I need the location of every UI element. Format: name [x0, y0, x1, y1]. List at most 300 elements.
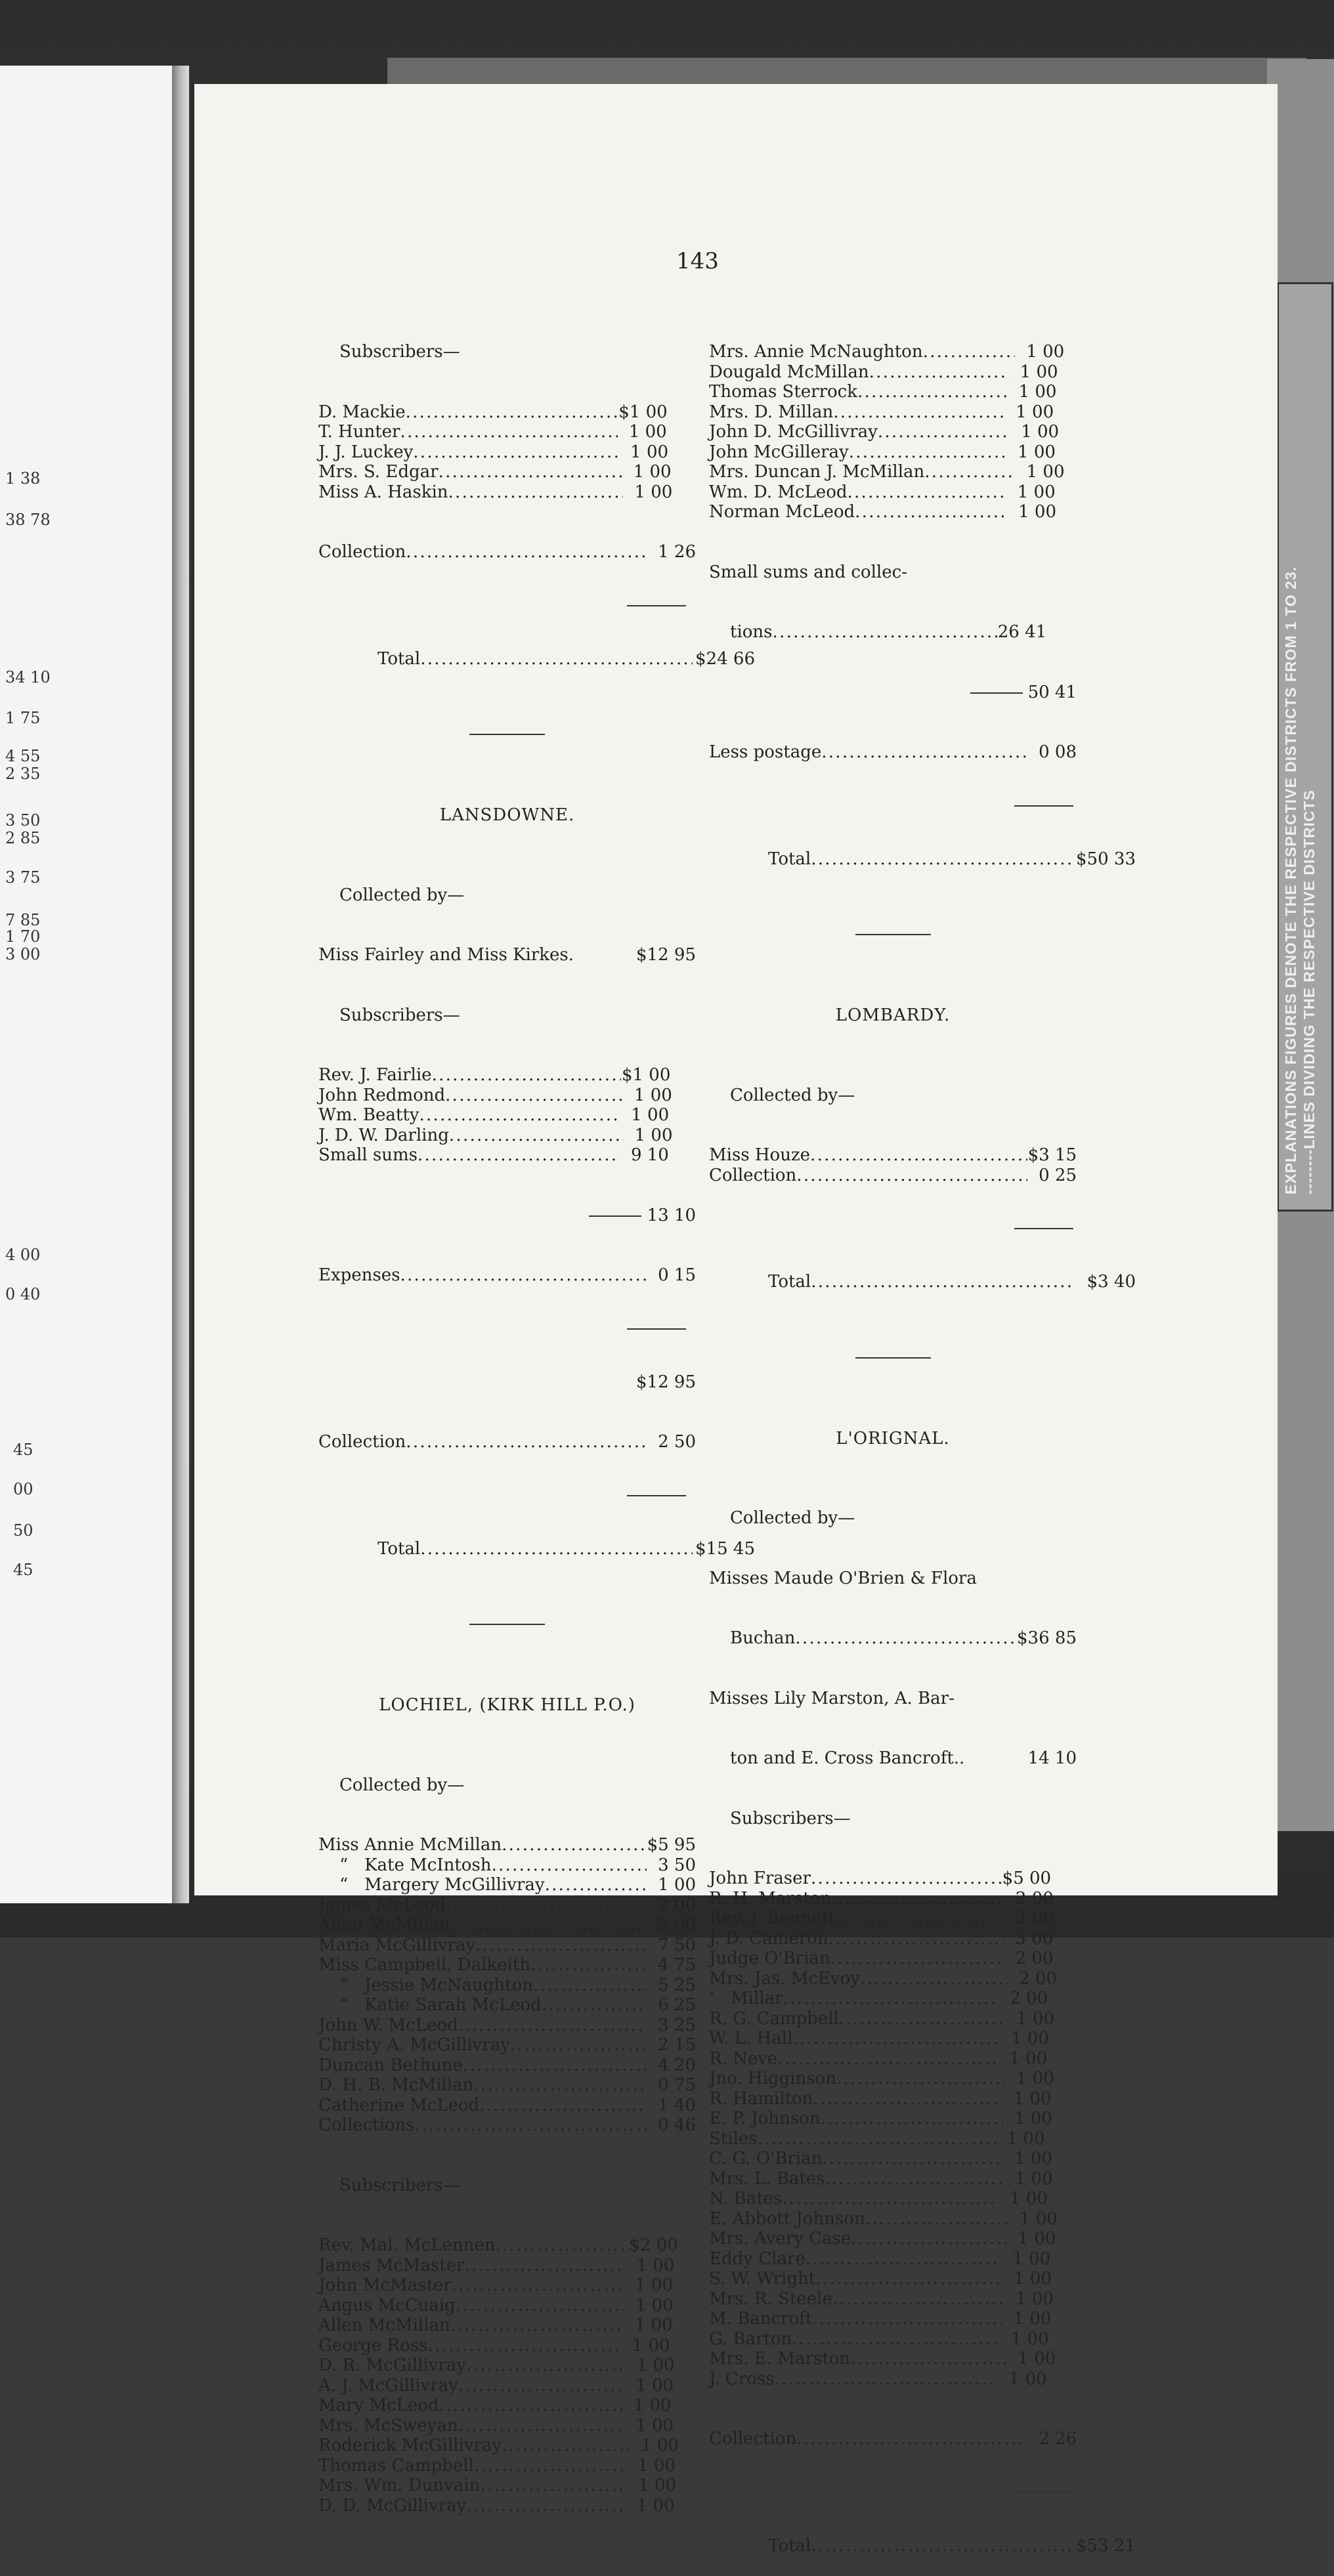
entry-label: Wm. Beatty [318, 1105, 420, 1125]
left-page-fragment: 00 [13, 1480, 33, 1498]
entry-amount: 1 00 [1013, 2309, 1052, 2329]
subscribers-heading: Subscribers— [339, 2175, 460, 2195]
entry-label: D. Mackie [318, 402, 406, 422]
left-page-fragment: 3 75 [5, 868, 41, 887]
list-item [709, 2269, 1077, 2289]
entry-label: Less postage [709, 742, 822, 762]
entry-amount: $3 15 [1027, 1145, 1077, 1165]
entry-amount: $1 00 [618, 402, 668, 422]
list-item [318, 2396, 696, 2416]
total-label: Total [377, 1538, 421, 1559]
entry-label: Miss Houze [709, 1145, 811, 1165]
list-item [709, 2329, 1077, 2350]
entry-amount: 1 00 [628, 422, 667, 442]
entry-label: N. Bates [709, 2189, 783, 2208]
entry-label: R. H. Marston [709, 1888, 832, 1909]
list-item [318, 1065, 696, 1086]
entry-amount: 1 00 [631, 1105, 670, 1125]
total-amount: $53 21 [1076, 2535, 1136, 2556]
entry-amount: 1 00 [635, 2375, 674, 2396]
entry-amount: 1 00 [1021, 422, 1060, 442]
entry-amount: 2 50 [658, 1432, 696, 1452]
entry-amount: 1 00 [1013, 2088, 1052, 2109]
list-item [318, 2096, 696, 2116]
entry-label: Mrs. D. Millan [709, 402, 834, 422]
list-item [318, 1935, 696, 1956]
entry-amount: 1 00 [1018, 502, 1056, 522]
list-item [318, 1975, 696, 1996]
entry-amount: 1 00 [1006, 2128, 1045, 2149]
left-page-fragment: 3 50 [5, 811, 41, 830]
list-item [709, 1969, 1077, 1989]
list-item [318, 1105, 696, 1126]
left-page-fragment: 7 85 [5, 911, 41, 929]
entry-amount: $2 00 [629, 2235, 678, 2255]
entry-label: Mrs. E. Marston [709, 2349, 851, 2369]
list-item [709, 2309, 1077, 2329]
list-item [709, 2169, 1077, 2189]
entry-amount: 2 26 [1039, 2429, 1077, 2449]
entry-amount: 14 10 [1027, 1748, 1077, 1768]
list-item [709, 502, 1077, 522]
entry-amount: 7 50 [658, 1935, 696, 1955]
entry-label: W. L. Hall [709, 2029, 793, 2048]
entry-amount: 1 00 [630, 442, 669, 462]
entry-label: ton and E. Cross Bancroft.. [730, 1748, 965, 1768]
entry-label: James McLeod [318, 1895, 446, 1915]
entry-amount: 1 00 [1018, 2229, 1056, 2249]
list-item [318, 2075, 696, 2096]
left-page-fragment: 34 10 [5, 668, 51, 686]
entry-label: S. W. Wright [709, 2269, 816, 2289]
entry-label: John Redmond [318, 1085, 446, 1105]
list-item [709, 2049, 1077, 2069]
entry-label: Catherine McLeod [318, 2095, 480, 2115]
entry-label: Mrs. L. Bates [709, 2168, 825, 2189]
subtotal-amount: 13 10 [647, 1205, 696, 1225]
section-divider [855, 934, 931, 935]
entry-label: T. Hunter [318, 422, 400, 442]
left-page-fragment: 1 70 [5, 927, 41, 946]
list-item [318, 2376, 696, 2396]
entry-amount: 1 00 [632, 2335, 670, 2355]
list-item [709, 1889, 1077, 1909]
subtotal-row [709, 683, 1077, 703]
list-item [318, 2336, 696, 2356]
collected-by-heading: Collected by— [730, 1085, 855, 1105]
list-item [318, 2016, 696, 2036]
total-amount: $3 40 [1087, 1272, 1136, 1292]
entry-label: Christy A. McGillivray [318, 2035, 510, 2055]
entry-amount: 6 25 [658, 1995, 696, 2015]
entry-amount: 4 75 [658, 1955, 696, 1975]
entry-label: ‘ Millar [709, 1989, 783, 2008]
section-heading: LOCHIEL, (KIRK HILL P.O.) [379, 1695, 635, 1715]
entry-amount: 2 15 [658, 2035, 696, 2055]
entry-amount: 1 00 [634, 1125, 673, 1145]
entry-label: R. Neve [709, 2048, 778, 2069]
list-item [709, 442, 1077, 463]
entry-amount: 1 00 [1012, 2249, 1051, 2269]
list-item [709, 2229, 1077, 2249]
entry-amount: 0 08 [1039, 742, 1077, 762]
list-item [318, 2275, 696, 2296]
entry-amount: 1 00 [634, 1085, 672, 1105]
list-item [709, 2189, 1077, 2209]
entry-label: “ Margery McGillivray [339, 1875, 545, 1895]
list-item [709, 1166, 1077, 1186]
entry-amount: 1 00 [1018, 382, 1057, 402]
entry-amount: 0 75 [658, 2075, 696, 2095]
list-item [318, 2456, 696, 2476]
total-amount: $24 66 [695, 648, 755, 669]
entry-amount: 5 25 [658, 1975, 696, 1995]
list-item [709, 1989, 1077, 2009]
entry-amount: 1 00 [636, 2255, 675, 2275]
entry-label: Collection [318, 542, 406, 562]
list-item [709, 362, 1077, 383]
entry-label: John Fraser [709, 1869, 811, 1888]
left-page-fragment: 38 78 [5, 511, 51, 529]
entry-label: Miss Annie McMillan [318, 1835, 502, 1855]
list-item [318, 1995, 696, 2016]
list-item [318, 2436, 696, 2456]
entry-label: C. G. O'Brian [709, 2149, 823, 2168]
list-item [709, 1909, 1077, 1929]
collector-line: Misses Maude O'Brien & Flora [709, 1568, 977, 1588]
subscribers-heading: Subscribers— [339, 1005, 460, 1025]
list-item [318, 2235, 696, 2256]
entry-label: Thomas Campbell [318, 2455, 474, 2476]
entry-amount: 0 46 [658, 2115, 696, 2135]
entry-amount: 1 00 [1026, 462, 1065, 482]
list-item [318, 2476, 696, 2496]
collector-line: Misses Lily Marston, A. Bar- [709, 1688, 955, 1708]
entry-amount: 1 00 [1014, 2168, 1053, 2189]
section-heading: L'ORIGNAL. [836, 1428, 950, 1448]
entry-amount: 1 00 [634, 2315, 673, 2335]
entry-amount: 2 00 [658, 1915, 696, 1935]
list-item [318, 1895, 696, 1916]
entry-label: G. Barton [709, 2329, 792, 2349]
section-heading: LOMBARDY. [835, 1005, 951, 1025]
list-item [709, 2249, 1077, 2270]
list-item [318, 462, 696, 482]
subscriber-list [318, 402, 696, 503]
entry-amount: 1 26 [658, 542, 696, 562]
entry-amount: 1 00 [1016, 2069, 1054, 2088]
list-item [709, 2149, 1077, 2169]
entry-label: George Ross [318, 2335, 428, 2355]
entry-label: John McMaster [318, 2275, 452, 2295]
left-page-fragment: 1 38 [5, 469, 41, 488]
left-page-fragment: 4 55 [5, 747, 41, 765]
left-page-fragment: 1 75 [5, 709, 41, 727]
entry-amount: 1 00 [638, 2476, 677, 2495]
entry-label: Mrs. Duncan J. McMillan [709, 462, 925, 482]
list-item [318, 1855, 696, 1876]
entry-label: D. D. McGillivray [318, 2495, 467, 2516]
list-item [318, 1126, 696, 1146]
list-item [318, 2355, 696, 2376]
left-page-fragment: 4 00 [5, 1246, 41, 1264]
entry-label: D. H. B. McMillan [318, 2075, 474, 2095]
collector-row [709, 1748, 1077, 1769]
entry-label: Rev. J. Fairlie [318, 1065, 432, 1085]
list-item [709, 422, 1077, 442]
entry-label: tions [730, 622, 773, 642]
list-item [709, 2089, 1077, 2109]
list-item [318, 2416, 696, 2436]
list-item [709, 482, 1077, 503]
entry-amount: 1 00 [634, 482, 673, 502]
entry-amount: 1 00 [636, 2495, 675, 2516]
entry-amount: 1 00 [1019, 2208, 1058, 2229]
entry-label: A. J. McGillivray [318, 2375, 458, 2396]
small-sums-row [709, 622, 1077, 643]
entry-label: Miss Fairley and Miss Kirkes. [318, 945, 574, 965]
left-page-fragment: 50 [13, 1521, 33, 1540]
entry-label: Expenses [318, 1265, 400, 1285]
entry-label: J. D. W. Darling [318, 1125, 449, 1145]
entry-label: M. Bancroft [709, 2309, 813, 2329]
entry-label: Mrs. Wm. Dunvain [318, 2476, 481, 2495]
list-item [709, 462, 1077, 482]
entry-label: Roderick McGillivray [318, 2436, 502, 2455]
entry-amount: $12 95 [636, 945, 696, 965]
list-item [318, 482, 696, 503]
entry-label: J. Cross [709, 2369, 775, 2389]
list-item [318, 2115, 696, 2136]
left-page-fragment: 2 35 [5, 765, 41, 783]
collection-row [318, 542, 696, 562]
list-item [318, 1875, 696, 1895]
postage-row [709, 742, 1077, 763]
entry-amount: 2 00 [1010, 1989, 1048, 2008]
subscribers-heading: Subscribers— [339, 342, 460, 362]
collection-row [318, 1432, 696, 1452]
subscriber-list [709, 342, 1077, 522]
list-item [709, 2029, 1077, 2049]
entry-amount: 1 40 [658, 2095, 696, 2115]
entry-label: E. Abbott Johnson [709, 2208, 865, 2229]
entry-label: Dougald McMillan [709, 362, 869, 382]
entry-label: Duncan Bethune [318, 2055, 463, 2075]
list-item [318, 1955, 696, 1975]
entry-amount: 0 25 [1039, 1165, 1077, 1185]
entry-amount: 4 20 [658, 2055, 696, 2075]
entry-label: D. R. McGillivray [318, 2355, 467, 2375]
left-page-fragment: 2 85 [5, 829, 41, 847]
total-label: Total [768, 849, 811, 869]
entry-amount: 1 00 [636, 2355, 675, 2375]
left-page-fragment: 3 00 [5, 945, 41, 963]
entry-amount: 1 00 [1018, 2349, 1056, 2369]
list-item [318, 2035, 696, 2056]
entry-label: John W. McLeod [318, 2015, 458, 2035]
entry-label: Mrs. Annie McNaughton [709, 342, 923, 362]
list-item [318, 2496, 696, 2516]
list-item [709, 2129, 1077, 2149]
collected-by-heading: Collected by— [730, 1508, 855, 1528]
entry-amount: 3 00 [1015, 1928, 1054, 1949]
left-page-fragment: 45 [13, 1441, 33, 1459]
entry-label: Norman McLeod [709, 502, 855, 522]
entry-label: Eddy Clare [709, 2249, 806, 2269]
entry-label: R. Hamilton [709, 2088, 813, 2109]
list-item [709, 2289, 1077, 2310]
entry-label: Small sums [318, 1145, 418, 1165]
list-item [318, 2315, 696, 2336]
total-amount: $15 45 [695, 1538, 755, 1559]
entry-label: Judge O'Brian [709, 1949, 830, 1968]
list-item [709, 402, 1077, 423]
entry-label: Jno. Higginson [709, 2069, 836, 2088]
entry-amount: 2 00 [1015, 1888, 1054, 1909]
list-item [709, 2349, 1077, 2369]
entry-label: Miss A. Haskin [318, 482, 448, 502]
total-label: Total [768, 1272, 811, 1292]
entry-amount: 2 00 [658, 1895, 696, 1915]
list-item [709, 1929, 1077, 1949]
entry-amount: 3 25 [658, 2015, 696, 2035]
entry-amount: 1 00 [1009, 2048, 1048, 2069]
subtotal-amount: 50 41 [1027, 682, 1077, 702]
list-item [709, 2069, 1077, 2089]
list-item [318, 1915, 696, 1935]
entry-label: Mrs. Jas. McEvoy [709, 1968, 860, 1989]
entry-amount: 1 00 [1010, 2189, 1048, 2208]
collector-row [709, 1628, 1077, 1649]
entry-label: John D. McGillivray [709, 422, 878, 442]
entry-amount: 1 00 [1017, 482, 1056, 502]
net-row [318, 1372, 696, 1393]
collected-by-heading: Collected by— [339, 885, 465, 905]
entry-label: Collection [709, 2429, 797, 2449]
entry-label: John McGilleray [709, 442, 849, 462]
collected-by-heading: Collected by— [339, 1775, 465, 1795]
entry-label: R. G. Campbell [709, 2008, 839, 2029]
entry-label: Thomas Sterrock [709, 382, 857, 402]
list-item [318, 2056, 696, 2076]
list-item [709, 2209, 1077, 2229]
entry-amount: 9 10 [630, 1145, 669, 1165]
section-divider [469, 734, 545, 735]
list-item [709, 2109, 1077, 2129]
list-item [318, 442, 696, 463]
entry-label: Mrs. McSweyan [318, 2415, 458, 2436]
list-item [709, 1869, 1077, 1889]
entry-label: E. P. Johnson [709, 2109, 821, 2128]
subtotal-row [318, 1206, 696, 1226]
entry-amount: 1 00 [641, 2436, 679, 2455]
entry-amount: 1 00 [1020, 362, 1058, 382]
entry-label: Allen McMillan [318, 2315, 450, 2335]
list-item [318, 2296, 696, 2316]
list-item [709, 342, 1077, 362]
subscriber-list [318, 1065, 696, 1166]
entry-label: J. D. Cameron [709, 1928, 828, 1949]
list-item [709, 2009, 1077, 2029]
list-item [318, 2256, 696, 2276]
entry-amount: 1 00 [1016, 2008, 1055, 2029]
left-page-edge [0, 66, 179, 1903]
entry-amount: 1 00 [1016, 2289, 1054, 2309]
entry-label: James McMaster [318, 2255, 465, 2275]
entry-label: Wm. D. McLeod [709, 482, 848, 502]
entry-amount: 3 50 [658, 1855, 696, 1875]
map-legend-line: EXPLANATIONS FIGURES DENOTE THE RESPECTIVE DISTRICTS FROM 1 TO 23. [1282, 566, 1299, 1194]
collector-row [318, 945, 696, 965]
total-label: Total [768, 2535, 811, 2556]
total-row [318, 1539, 755, 1559]
entry-label: Angus McCuaig [318, 2295, 456, 2315]
entry-label: Mrs. Avery Case [709, 2229, 851, 2249]
collector-list [709, 1145, 1077, 1185]
entry-label: Mrs. S. Edgar [318, 462, 439, 482]
entry-amount: 2 00 [1015, 1949, 1054, 1968]
entry-amount: 1 00 [1016, 402, 1054, 422]
entry-amount: 1 00 [1026, 342, 1065, 362]
list-item [709, 2369, 1077, 2390]
entry-amount: 1 00 [637, 2455, 676, 2476]
entry-amount: $36 85 [1017, 1628, 1077, 1648]
entry-label: Stiles [709, 2128, 758, 2149]
entry-label: Allen McMillan [318, 1915, 450, 1935]
entry-label: Miss Campbell, Dalkeith [318, 1955, 531, 1975]
entry-label: “ Kate McIntosh [339, 1855, 492, 1875]
collector-list [318, 1835, 696, 2136]
left-page-fragment: 0 40 [5, 1285, 41, 1303]
total-row [318, 649, 755, 669]
list-item [709, 1949, 1077, 1969]
total-amount: $50 33 [1076, 849, 1136, 869]
subscriber-list [318, 2235, 696, 2516]
entry-amount: 1 00 [633, 462, 672, 482]
entry-label: Collections [318, 2115, 415, 2135]
net-amount: $12 95 [636, 1372, 696, 1392]
subscribers-heading: Subscribers— [730, 1808, 851, 1828]
section-divider [855, 1357, 931, 1359]
collection-row [709, 2429, 1077, 2449]
entry-amount: 1 00 [1014, 2269, 1052, 2289]
entry-amount: 1 00 [1010, 2029, 1049, 2048]
entry-amount: 1 00 [658, 1875, 696, 1895]
list-item [318, 402, 696, 423]
list-item [709, 1145, 1077, 1166]
entry-label: Rev. Mal. McLennen [318, 2235, 496, 2255]
section-heading: LANSDOWNE. [439, 805, 575, 825]
list-item [318, 422, 696, 442]
entry-amount: 1 00 [635, 2415, 674, 2436]
entry-amount: 1 00 [1014, 2149, 1053, 2168]
entry-amount: 1 00 [1010, 2329, 1049, 2349]
entry-amount: 1 00 [1014, 2109, 1052, 2128]
expenses-row [318, 1265, 696, 1286]
total-label: Total [377, 648, 421, 669]
entry-label: “ Katie Sarah McLeod [339, 1995, 542, 2015]
entry-label: Rev. J. Bennett [709, 1909, 836, 1928]
entry-amount: $5 00 [1002, 1869, 1052, 1888]
list-item [318, 1086, 696, 1106]
entry-label: Mary McLeod [318, 2396, 439, 2415]
entry-amount: 1 00 [1008, 2369, 1047, 2389]
total-row [709, 849, 1136, 870]
entry-label: J. J. Luckey [318, 442, 414, 462]
left-page-fragment: 45 [13, 1561, 33, 1579]
map-legend-line: --------LINES DIVIDING THE RESPECTIVE DISTRICTS [1301, 790, 1318, 1194]
list-item [318, 1145, 696, 1166]
